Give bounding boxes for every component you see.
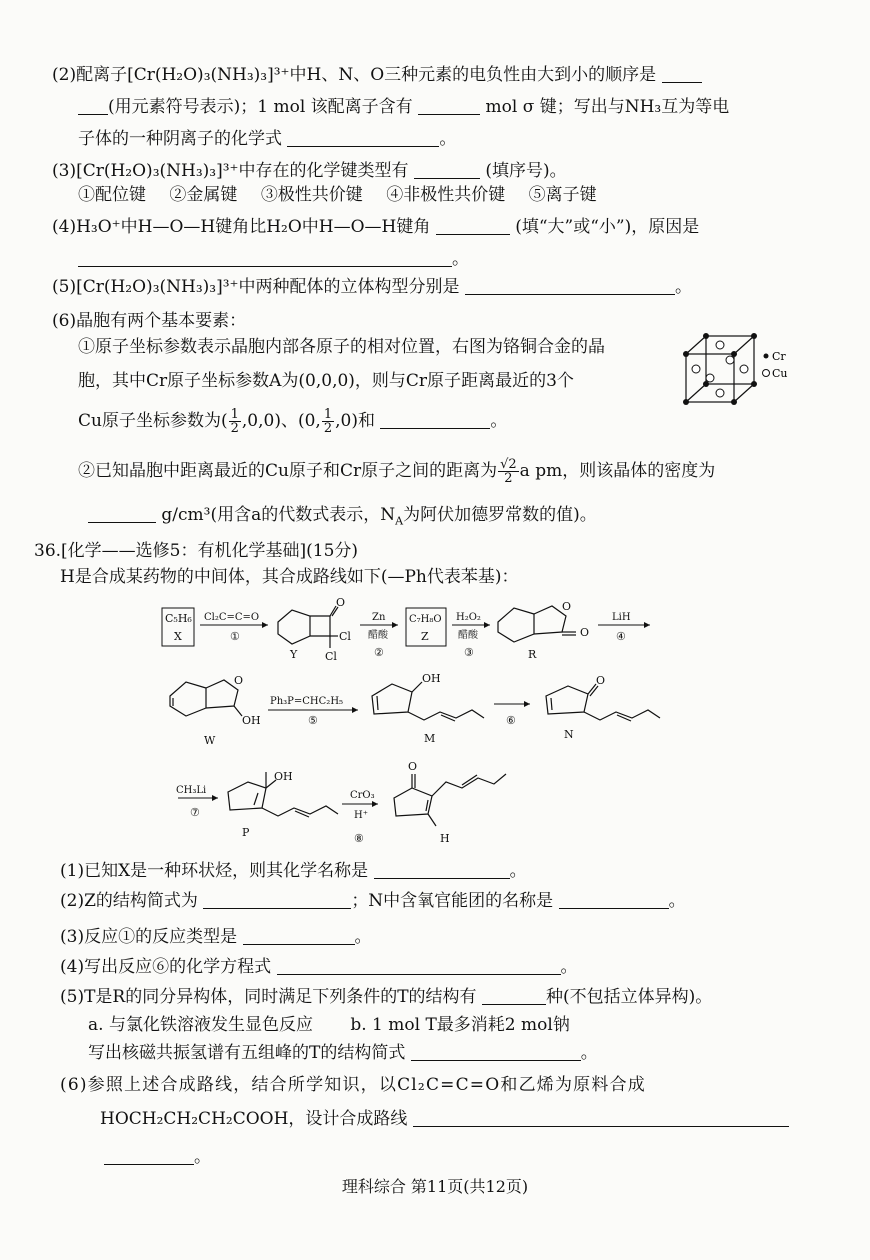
- q35-part6-a1-text: ①原子坐标参数表示晶胞内部各原子的相对位置，右图为铬铜合金的晶: [78, 337, 605, 357]
- q36-q1-text: (1)已知X是一种环状烃，则其化学名称是: [60, 861, 369, 881]
- q35-part6-a3: [78, 408, 507, 435]
- q35-part6-b2: [88, 504, 597, 526]
- q36-q6-text2: HOCH₂CH₂CH₂COOH，设计合成路线: [100, 1109, 408, 1129]
- answer-blank[interactable]: [436, 218, 510, 235]
- answer-blank[interactable]: [380, 412, 490, 429]
- option-2: ②金属键: [169, 185, 238, 205]
- q35-part4-line1: [52, 216, 699, 238]
- h-oxygen: O: [408, 760, 418, 773]
- step5-reagent: Ph₃P=CHC₂H₅: [270, 696, 344, 707]
- y-cl2: Cl: [325, 650, 337, 663]
- step4-reagent: LiH: [612, 612, 631, 623]
- n-structure: [546, 684, 660, 721]
- q36-header: [34, 540, 358, 562]
- q35-part6-a2-text: 胞，其中Cr原子坐标参数A为(0,0,0)，则与Cr原子距离最近的3个: [78, 371, 574, 391]
- q35-part2-text4: 子体的一种阴离子的化学式: [78, 129, 282, 149]
- q35-part6-line1: [52, 310, 246, 332]
- q35-part2-text: (2)配离子[Cr(H₂O)₃(NH₃)₃]³⁺中H、N、O三种元素的电负性由大到小的顺序是: [52, 65, 657, 85]
- period: 。: [580, 1043, 598, 1063]
- q35-part6-b2-text: g/cm³(用含a的代数式表示，N: [161, 505, 396, 525]
- q36-q6-text: (6)参照上述合成路线，结合所学知识，以Cl₂C=C=O和乙烯为原料合成: [60, 1075, 646, 1095]
- x-formula: C₅H₆: [165, 612, 192, 625]
- fraction-sqrt2-over-2: [498, 458, 519, 485]
- answer-blank[interactable]: [413, 1110, 789, 1127]
- m-label: M: [424, 732, 436, 745]
- q35-part6-a3-text2: ,0,0)、(0,: [241, 411, 321, 431]
- q35-part5-text: (5)[Cr(H₂O)₃(NH₃)₃]³⁺中两种配体的立体构型分别是: [52, 277, 460, 297]
- fraction-numerator: 1: [230, 407, 239, 422]
- q36-q6-line3: [104, 1146, 211, 1168]
- cr-legend-icon: [764, 354, 769, 359]
- q36-q5: [60, 986, 712, 1008]
- q35-part6-a3-text: Cu原子坐标参数为(: [78, 411, 228, 431]
- step2-num: ②: [374, 646, 384, 659]
- step2-sub: 醋酸: [368, 630, 388, 641]
- q35-part6-b1: [78, 458, 715, 485]
- fraction-denominator: 2: [504, 471, 513, 486]
- q36-q5-nmr-text: 写出核磁共振氢谱有五组峰的T的结构简式: [88, 1043, 406, 1063]
- q35-part6-b1-text2: a pm，则该晶体的密度为: [519, 461, 716, 481]
- h-label: H: [440, 832, 450, 845]
- answer-blank[interactable]: [104, 1148, 194, 1165]
- period: 。: [490, 411, 508, 431]
- step7-reagent: CH₃Li: [176, 785, 207, 796]
- p-oh: OH: [274, 770, 293, 783]
- fraction-numerator: 1: [323, 407, 333, 422]
- q35-part3-text2: (填序号)。: [485, 161, 567, 181]
- q35-part4-text2: (填“大”或“小”)，原因是: [515, 217, 700, 237]
- q36-q5-text: (5)T是R的同分异构体，同时满足下列条件的T的结构有: [60, 987, 477, 1007]
- answer-blank[interactable]: [418, 98, 480, 115]
- period: 。: [668, 891, 686, 911]
- answer-blank[interactable]: [287, 130, 439, 147]
- q35-part3-options: [78, 184, 597, 206]
- legend-cr: Cr: [772, 350, 786, 363]
- fraction-half: [322, 408, 334, 435]
- crystal-cell-diagram: [676, 328, 806, 412]
- step3-num: ③: [464, 646, 474, 659]
- step5-num: ⑤: [308, 714, 318, 727]
- w-oxygen: O: [234, 674, 244, 687]
- fraction-denominator: 2: [230, 421, 239, 436]
- r-label: R: [528, 648, 537, 661]
- p-label: P: [242, 826, 250, 839]
- fraction-denominator: 2: [323, 421, 333, 436]
- answer-blank[interactable]: [559, 892, 669, 909]
- q35-part6-a2: [78, 370, 574, 392]
- q35-part5-line1: [52, 276, 692, 298]
- option-5: ⑤离子键: [528, 185, 597, 205]
- step8-num: ⑧: [354, 832, 364, 845]
- q35-part6-text: (6)晶胞有两个基本要素：: [52, 311, 247, 331]
- q36-q4: [60, 956, 578, 978]
- answer-blank[interactable]: [374, 862, 510, 879]
- q35-part6-b1-text: ②已知晶胞中距离最近的Cu原子和Cr原子之间的距离为: [78, 461, 498, 481]
- m-structure: [372, 682, 484, 721]
- period: 。: [509, 861, 527, 881]
- step1-num: ①: [230, 630, 240, 643]
- w-label: W: [204, 734, 216, 747]
- q35-part6-b2-text2: 为阿伏加德罗常数的值)。: [403, 505, 597, 525]
- q35-part2-line3: [78, 128, 456, 150]
- period: 。: [452, 249, 469, 269]
- answer-blank[interactable]: [243, 928, 355, 945]
- q36-q6-line2: [100, 1108, 789, 1130]
- answer-blank[interactable]: [88, 506, 156, 523]
- period: 。: [354, 927, 372, 947]
- q35-part3-text: (3)[Cr(H₂O)₃(NH₃)₃]³⁺中存在的化学键类型有: [52, 161, 409, 181]
- q36-q3: [60, 926, 372, 948]
- w-structure: [170, 680, 242, 716]
- fraction-numerator: √2: [500, 457, 517, 472]
- step8-sub: H⁺: [354, 810, 368, 821]
- q36-q5-nmr: [88, 1042, 598, 1064]
- fraction-half: [229, 408, 241, 435]
- option-1: ①配位键: [78, 185, 146, 205]
- period: 。: [194, 1147, 211, 1167]
- q35-part4-line2: [78, 248, 469, 270]
- answer-blank[interactable]: [411, 1044, 581, 1061]
- answer-blank[interactable]: [482, 988, 546, 1005]
- na-subscript: A: [395, 514, 404, 528]
- step2-reagent: Zn: [372, 612, 386, 623]
- option-3: ③极性共价键: [260, 185, 363, 205]
- q36-q1: [60, 860, 527, 882]
- q36-q2: [60, 890, 686, 912]
- n-label: N: [564, 728, 574, 741]
- step4-num: ④: [616, 630, 626, 643]
- answer-blank[interactable]: [78, 250, 452, 267]
- legend-cu: Cu: [772, 367, 788, 380]
- q36-q6-line1: [60, 1074, 646, 1096]
- q36-q3-text: (3)反应①的反应类型是: [60, 927, 238, 947]
- y-oxygen: O: [336, 596, 346, 609]
- q35-part2-line1: [52, 64, 702, 86]
- m-oh: OH: [422, 672, 441, 685]
- cu-legend-icon: [763, 370, 770, 377]
- q35-part6-a1: [78, 336, 605, 358]
- n-oxygen: O: [596, 674, 606, 687]
- q35-part2-line2: [78, 96, 729, 118]
- r-ring-oxygen: O: [562, 600, 572, 613]
- q35-part6-a3-text3: ,0)和: [335, 411, 375, 431]
- q36-q5-options: [88, 1014, 570, 1036]
- step6-num: ⑥: [506, 714, 516, 727]
- z-formula: C₇H₈O: [409, 614, 442, 625]
- answer-blank[interactable]: [465, 278, 675, 295]
- z-label: Z: [421, 630, 429, 643]
- q36-intro: [60, 566, 518, 588]
- step1-reagent: Cl₂C=C=O: [204, 612, 260, 623]
- answer-blank[interactable]: [662, 66, 702, 83]
- q35-part2-text3: mol σ 键；写出与NH₃互为等电: [485, 97, 730, 117]
- q35-part4-text: (4)H₃O⁺中H—O—H键角比H₂O中H—O—H键角: [52, 217, 431, 237]
- step8-reagent: CrO₃: [350, 790, 375, 801]
- r-carbonyl-oxygen: O: [580, 626, 590, 639]
- answer-blank[interactable]: [414, 162, 480, 179]
- q36-intro-text: H是合成某药物的中间体，其合成路线如下(—Ph代表苯基)：: [60, 567, 519, 587]
- step3-sub: 醋酸: [458, 630, 478, 641]
- step7-num: ⑦: [190, 806, 200, 819]
- synthesis-scheme: [150, 592, 850, 850]
- period: 。: [439, 129, 457, 149]
- q5-option-a: a. 与氯化铁溶液发生显色反应: [88, 1015, 313, 1035]
- q36-q2-text2: ；N中含氧官能团的名称是: [351, 891, 554, 911]
- period: 。: [560, 957, 578, 977]
- q5-option-b: b. 1 mol T最多消耗2 mol钠: [350, 1015, 570, 1035]
- w-oh: OH: [242, 714, 261, 727]
- q35-part3-line1: [52, 160, 567, 182]
- q36-q2-text: (2)Z的结构简式为: [60, 891, 198, 911]
- answer-blank[interactable]: [78, 98, 108, 115]
- y-label: Y: [290, 648, 298, 661]
- q36-q4-text: (4)写出反应⑥的化学方程式: [60, 957, 272, 977]
- period: 。: [674, 277, 692, 297]
- step3-reagent: H₂O₂: [456, 612, 481, 623]
- h-structure: [394, 774, 506, 826]
- x-label: X: [174, 630, 182, 643]
- q36-q5-text2: 种(不包括立体异构)。: [545, 987, 713, 1007]
- answer-blank[interactable]: [203, 892, 351, 909]
- q35-part2-text2: (用元素符号表示)；1 mol 该配离子含有: [108, 97, 413, 117]
- q36-header-text: 36.[化学——选修5：有机化学基础](15分): [34, 541, 359, 561]
- y-structure: [278, 606, 338, 648]
- y-cl1: Cl: [339, 630, 351, 643]
- answer-blank[interactable]: [277, 958, 561, 975]
- page-footer: 理科综合 第11页(共12页): [341, 1177, 529, 1196]
- option-4: ④非极性共价键: [386, 185, 506, 205]
